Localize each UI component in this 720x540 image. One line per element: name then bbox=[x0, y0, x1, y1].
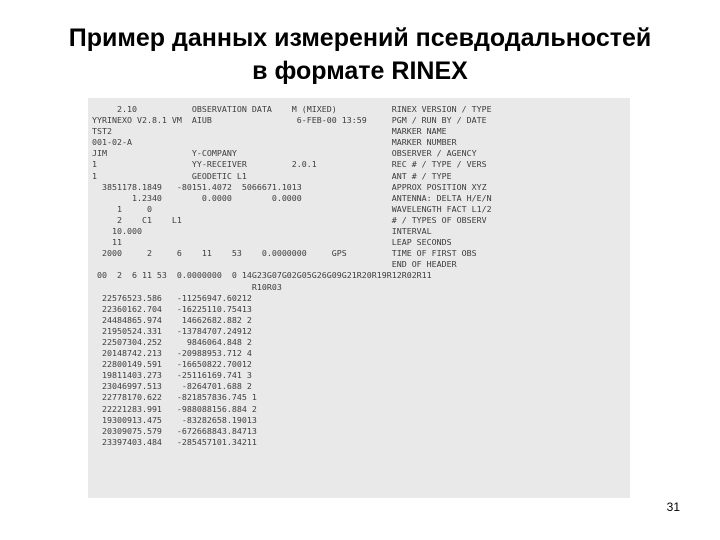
rinex-observation-line: 22360162.704 -16225110.75413 bbox=[92, 303, 252, 314]
rinex-header-line: YYRINEXO V2.8.1 VM AIUB 6-FEB-00 13:59 PGM / RUN BY / DATE bbox=[92, 115, 487, 126]
rinex-header-line: TST2 MARKER NAME bbox=[92, 126, 447, 137]
rinex-header-line: 2000 2 6 11 53 0.0000000 GPS TIME OF FIRST OBS bbox=[92, 248, 477, 259]
rinex-header-line: 10.000 INTERVAL bbox=[92, 226, 432, 237]
rinex-header-line: 1 GEODETIC L1 ANT # / TYPE bbox=[92, 170, 452, 181]
rinex-header-line: 2.10 OBSERVATION DATA M (MIXED) RINEX VERSION / TYPE bbox=[92, 104, 492, 114]
rinex-header-line: 001-02-A MARKER NUMBER bbox=[92, 137, 457, 148]
rinex-observation-line: 22778170.622 -821857836.745 1 bbox=[92, 392, 257, 403]
rinex-text-block bbox=[92, 104, 492, 448]
rinex-epoch-line: R10R03 bbox=[92, 281, 282, 292]
slide-title-line-1: Пример данных измерений псевдодальностей bbox=[68, 24, 652, 52]
rinex-header-line: JIM Y-COMPANY OBSERVER / AGENCY bbox=[92, 148, 477, 159]
rinex-header-line: 1.2340 0.0000 0.0000 ANTENNA: DELTA H/E/N bbox=[92, 192, 492, 203]
rinex-header-line: 11 LEAP SECONDS bbox=[92, 237, 452, 248]
rinex-observation-line: 20148742.213 -20988953.712 4 bbox=[92, 348, 252, 359]
rinex-header-line: 1 YY-RECEIVER 2.0.1 REC # / TYPE / VERS bbox=[92, 159, 487, 170]
rinex-observation-line: 22576523.586 -11256947.60212 bbox=[92, 292, 252, 303]
rinex-observation-line: 24484865.974 14662682.882 2 bbox=[92, 314, 252, 325]
rinex-observation-line: 23046997.513 -8264701.688 2 bbox=[92, 381, 252, 392]
rinex-epoch-line: 00 2 6 11 53 0.0000000 0 14G23G07G02G05G26G09G21R20R19R12R02R11 bbox=[92, 270, 432, 281]
rinex-observation-line: 22221283.991 -988088156.884 2 bbox=[92, 403, 257, 414]
rinex-observation-file bbox=[88, 98, 630, 498]
slide-title-line-2: в формате RINEX bbox=[252, 57, 468, 85]
rinex-observation-line: 19811403.273 -25116169.741 3 bbox=[92, 370, 252, 381]
rinex-observation-line: 19300913.475 -83282658.19013 bbox=[92, 414, 257, 425]
rinex-header-line: 2 C1 L1 # / TYPES OF OBSERV bbox=[92, 214, 487, 225]
rinex-header-line: 3851178.1849 -80151.4072 5066671.1013 APPROX POSITION XYZ bbox=[92, 181, 487, 192]
page-number: 31 bbox=[666, 500, 680, 514]
rinex-observation-line: 21950524.331 -13784707.24912 bbox=[92, 325, 252, 336]
rinex-observation-line: 20309075.579 -672668843.84713 bbox=[92, 425, 257, 436]
rinex-observation-line: 22507304.252 9846064.848 2 bbox=[92, 336, 252, 347]
rinex-header-line: 1 0 WAVELENGTH FACT L1/2 bbox=[92, 203, 492, 214]
slide-title bbox=[0, 22, 720, 88]
rinex-header-line: END OF HEADER bbox=[92, 259, 457, 270]
rinex-observation-line: 23397403.484 -285457101.34211 bbox=[92, 436, 257, 447]
rinex-observation-line: 22800149.591 -16650822.70012 bbox=[92, 359, 252, 370]
